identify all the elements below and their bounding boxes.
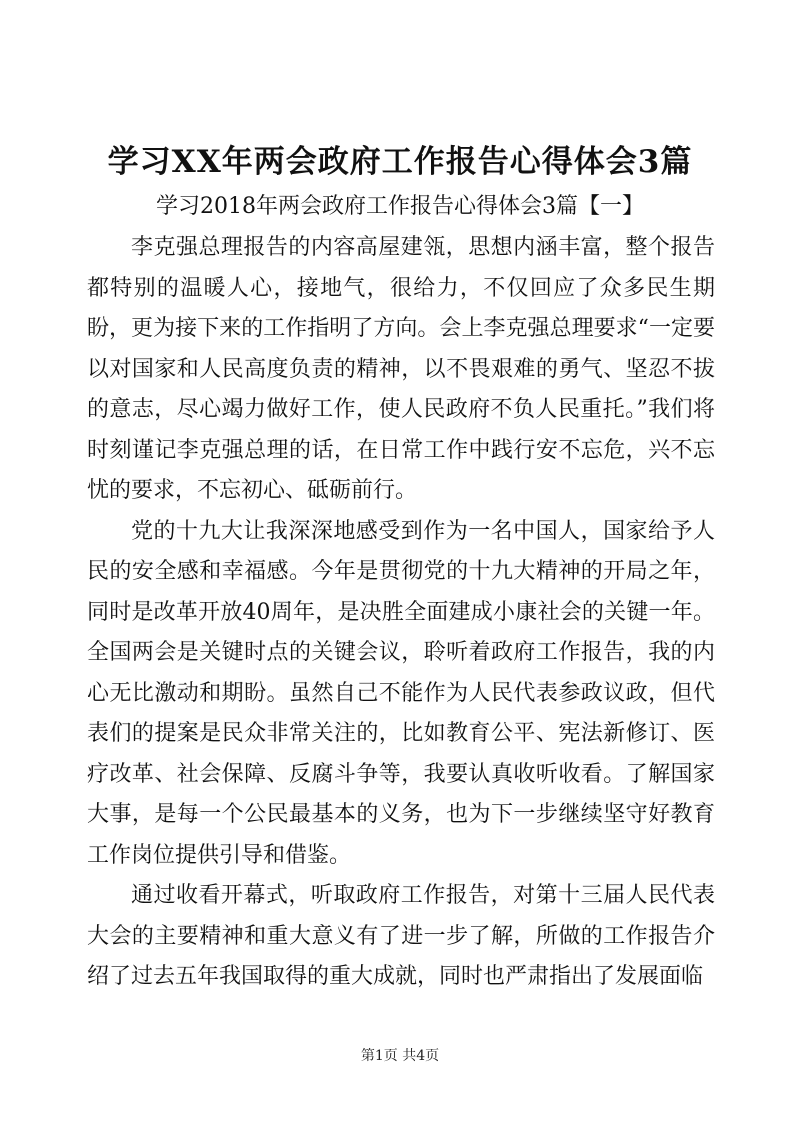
document-title: 学习XX年两会政府工作报告心得体会3篇 [107, 144, 693, 180]
document-subtitle: 学习2018年两会政府工作报告心得体会3篇【一】 [156, 194, 644, 219]
paragraph-2: 党的十九大让我深深地感受到作为一名中国人，国家给予人民的安全感和幸福感。今年是贯彻党的十九大精神的开局之年，同时是改革开放40周年，是决胜全面建成小康社会的关键一年。全国两会是关键时点的关键会议，聆听着政府工作报告，我的内心无比激动和期盼。虽然自己不能作为人民代表参政议政，但代表们的提案是民众非常关注的，比如教育公平、宪法新修订、医疗改革、社会保障、反腐斗争等，我要认真收听收看。了解国家大事，是每一个公民最基本的义务，也为下一步继续坚守好教育工作岗位提供引导和借鉴。 [87, 518, 715, 868]
paragraph-1: 李克强总理报告的内容高屋建瓴，思想内涵丰富，整个报告都特别的温暖人心，接地气，很给力，不仅回应了众多民生期盼，更为接下来的工作指明了方向。会上李克强总理要求“一定要以对国家和人民高度负责的精神，以不畏艰难的勇气、坚忍不拔的意志，尽心竭力做好工作，使人民政府不负人民重托。”我们将时刻谨记李克强总理的话，在日常工作中践行安不忘危，兴不忘忧的要求，不忘初心、砥砺前行。 [87, 235, 715, 503]
page-number-footer: 第1页 共4页 [360, 1048, 440, 1064]
document-body [87, 228, 715, 998]
paragraph-3: 通过收看开幕式，听取政府工作报告，对第十三届人民代表大会的主要精神和重大意义有了进一步了解，所做的工作报告介绍了过去五年我国取得的重大成就，同时也严肃指出了发展面临 [87, 883, 715, 989]
